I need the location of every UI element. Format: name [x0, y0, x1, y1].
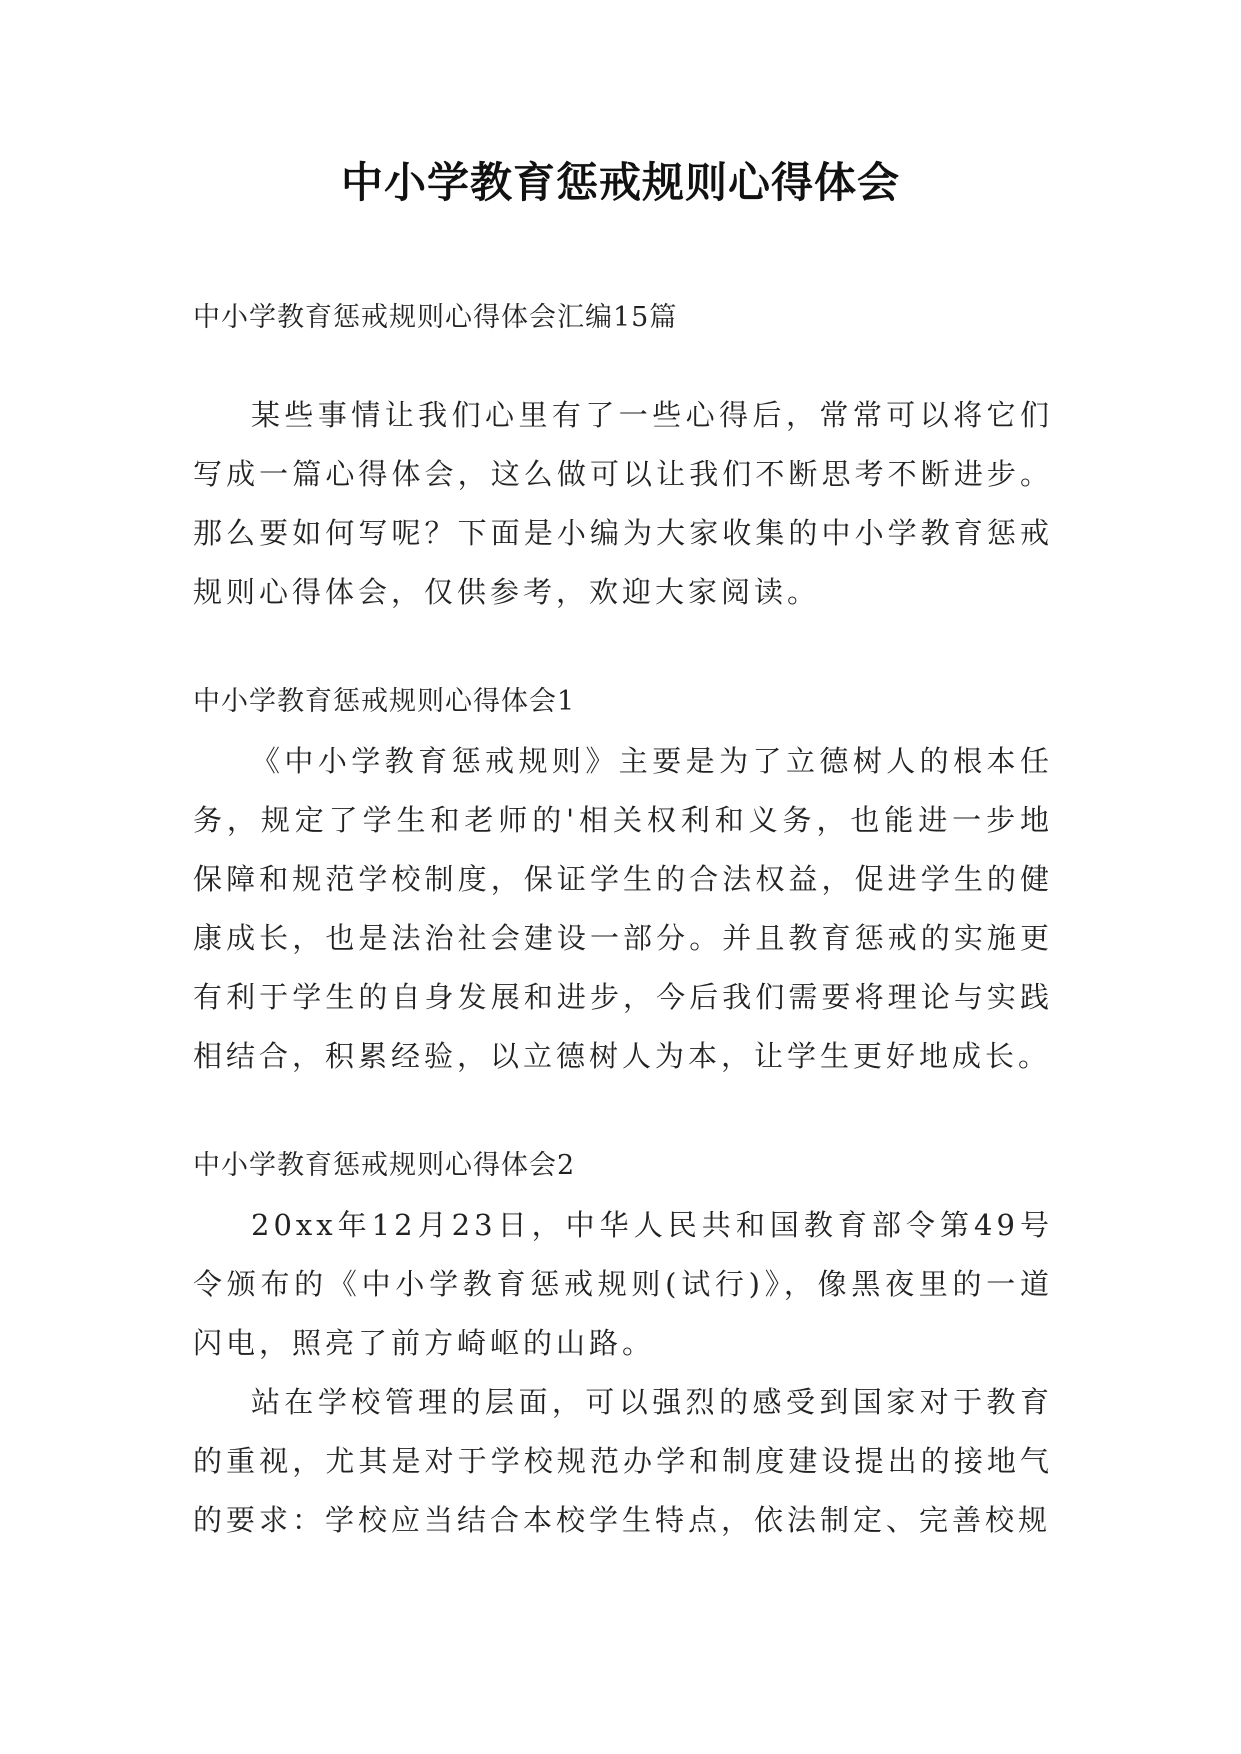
section-paragraph: 站在学校管理的层面，可以强烈的感受到国家对于教育的重视，尤其是对于学校规范办学和制度建设提出的接地气的要求：学校应当结合本校学生特点，依法制定、完善校规: [193, 1385, 1053, 1537]
section-2: [193, 1136, 1053, 1550]
spacer: [193, 348, 1053, 386]
section-heading: 中小学教育惩戒规则心得体会2: [193, 1150, 576, 1181]
section-paragraph: 《中小学教育惩戒规则》主要是为了立德树人的根本任务，规定了学生和老师的'相关权利和义务，也能进一步地保障和规范学校制度，保证学生的合法权益，促进学生的健康成长，也是法治社会建设一部分。并且教育惩戒的实施更有利于学生的自身发展和进步，今后我们需要将理论与实践相结合，积累经验，以立德树人为本，让学生更好地成长。: [193, 744, 1053, 1073]
section-1: [193, 672, 1053, 1086]
document-subtitle: 中小学教育惩戒规则心得体会汇编15篇: [193, 302, 678, 333]
intro-paragraph: 某些事情让我们心里有了一些心得后，常常可以将它们写成一篇心得体会，这么做可以让我们不断思考不断进步。那么要如何写呢？下面是小编为大家收集的中小学教育惩戒规则心得体会，仅供参考，欢迎大家阅读。: [193, 398, 1053, 609]
spacer: [193, 1086, 1053, 1136]
section-heading: 中小学教育惩戒规则心得体会1: [193, 686, 576, 717]
spacer: [193, 622, 1053, 672]
document-title: 中小学教育惩戒规则心得体会: [340, 158, 900, 207]
document-body: [193, 288, 1053, 1550]
section-paragraph: 20xx年12月23日，中华人民共和国教育部令第49号令颁布的《中小学教育惩戒规则(试行)》，像黑夜里的一道闪电，照亮了前方崎岖的山路。: [193, 1208, 1053, 1360]
